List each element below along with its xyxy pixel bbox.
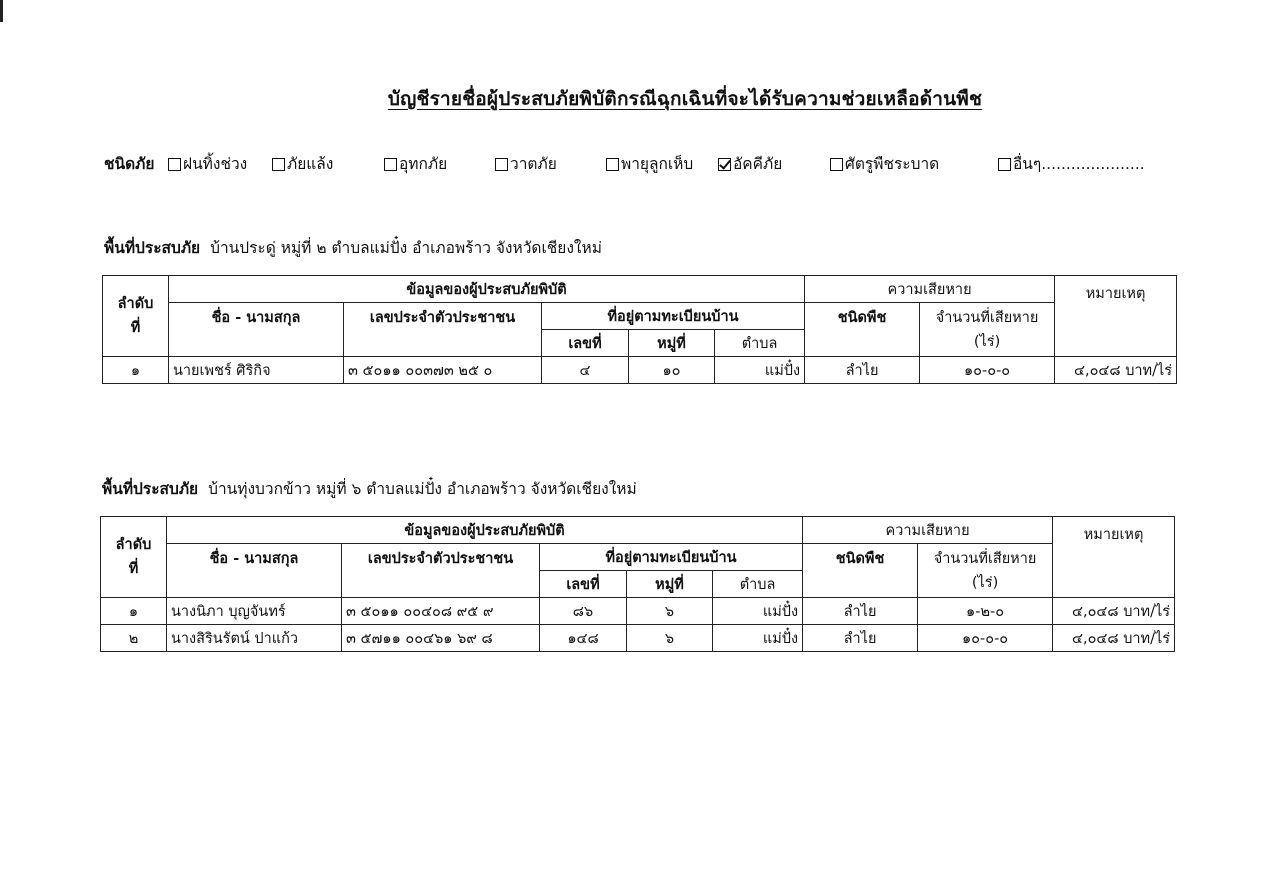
- remark-header: หมายเหตุ: [1055, 276, 1177, 357]
- subdistrict-header: ตำบล: [715, 330, 805, 357]
- option-flood[interactable]: อุทกภัย: [384, 151, 447, 176]
- document-title: บัญชีรายชื่อผู้ประสบภัยพิบัติกรณีฉุกเฉินที่จะได้รับความช่วยเหลือด้านพืช: [387, 88, 983, 110]
- victim-info-header: ข้อมูลของผู้ประสบภัยพิบัติ: [169, 276, 805, 303]
- house-no-header: เลขที่: [542, 330, 629, 357]
- table-row: ๒ นางสิรินรัตน์ ปาแก้ว ๓ ๕๗๑๑ ๐๐๔๖๑ ๖๙ ๘ ๑๔๘ ๖ แม่ปั๋ง ลำไย ๑๐-๐-๐ ๔,๐๔๘ บาท/ไร่: [101, 625, 1175, 652]
- address-header: ที่อยู่ตามทะเบียนบ้าน: [542, 303, 805, 330]
- affected-area-value: บ้านทุ่งบวกข้าว หมู่ที่ ๖ ตำบลแม่ปั๋ง อำเภอพร้าว จังหวัดเชียงใหม่: [208, 480, 637, 498]
- address-header: ที่อยู่ตามทะเบียนบ้าน: [540, 544, 803, 571]
- checkbox-icon[interactable]: [495, 158, 508, 171]
- option-fire[interactable]: อัคคีภัย: [718, 151, 782, 176]
- damaged-area-header: จำนวนที่เสียหาย (ไร่): [920, 303, 1055, 357]
- checkbox-icon[interactable]: [830, 158, 843, 171]
- subdistrict-header: ตำบล: [713, 571, 803, 598]
- damaged-area-header: จำนวนที่เสียหาย (ไร่): [918, 544, 1053, 598]
- id-number-header: เลขประจำตัวประชาชน: [344, 303, 542, 357]
- checkbox-checked-icon[interactable]: [718, 158, 731, 171]
- disaster-type-row: [0, 151, 1280, 177]
- checkbox-icon[interactable]: [272, 158, 285, 171]
- id-number-header: เลขประจำตัวประชาชน: [342, 544, 540, 598]
- affected-area-label: พื้นที่ประสบภัย: [102, 480, 199, 498]
- victim-info-header: ข้อมูลของผู้ประสบภัยพิบัติ: [167, 517, 803, 544]
- victim-table: [102, 275, 1177, 384]
- disaster-type-label: ชนิดภัย: [104, 155, 155, 173]
- checkbox-icon[interactable]: [384, 158, 397, 171]
- affected-area-value: บ้านประดู่ หมู่ที่ ๒ ตำบลแม่ปั๋ง อำเภอพร้าว จังหวัดเชียงใหม่: [210, 239, 602, 257]
- option-other[interactable]: อื่นๆ.....................: [998, 151, 1145, 176]
- order-header: ลำดับ ที่: [103, 276, 169, 357]
- affected-area-line: [102, 476, 637, 501]
- damage-header: ความเสียหาย: [803, 517, 1053, 544]
- crop-header: ชนิดพืช: [805, 303, 920, 357]
- checkbox-icon[interactable]: [998, 158, 1011, 171]
- page-edge-mark: [0, 0, 3, 22]
- name-header: ชื่อ - นามสกุล: [169, 303, 344, 357]
- remark-header: หมายเหตุ: [1053, 517, 1175, 598]
- option-drought-spell[interactable]: ฝนทิ้งช่วง: [168, 151, 247, 176]
- affected-area-line: [104, 235, 602, 260]
- option-hailstorm[interactable]: พายุลูกเห็บ: [606, 151, 693, 176]
- option-storm[interactable]: วาตภัย: [495, 151, 557, 176]
- crop-header: ชนิดพืช: [803, 544, 918, 598]
- option-drought[interactable]: ภัยแล้ง: [272, 151, 333, 176]
- affected-area-label: พื้นที่ประสบภัย: [104, 239, 201, 257]
- checkbox-icon[interactable]: [606, 158, 619, 171]
- order-header: ลำดับ ที่: [101, 517, 167, 598]
- name-header: ชื่อ - นามสกุล: [167, 544, 342, 598]
- village-no-header: หมู่ที่: [629, 330, 715, 357]
- house-no-header: เลขที่: [540, 571, 627, 598]
- victim-table: [100, 516, 1175, 652]
- table-row: ๑ นางนิภา บุญจันทร์ ๓ ๕๐๑๑ ๐๐๔๐๘ ๙๕ ๙ ๘๖ ๖ แม่ปั๋ง ลำไย ๑-๒-๐ ๔,๐๔๘ บาท/ไร่: [101, 598, 1175, 625]
- option-pest-outbreak[interactable]: ศัตรูพืชระบาด: [830, 151, 939, 176]
- table-row: ๑ นายเพชร์ ศิริกิจ ๓ ๕๐๑๑ ๐๐๓๗๓ ๒๕ ๐ ๔ ๑๐ แม่ปั๋ง ลำไย ๑๐-๐-๐ ๔,๐๔๘ บาท/ไร่: [103, 357, 1177, 384]
- damage-header: ความเสียหาย: [805, 276, 1055, 303]
- checkbox-icon[interactable]: [168, 158, 181, 171]
- village-no-header: หมู่ที่: [627, 571, 713, 598]
